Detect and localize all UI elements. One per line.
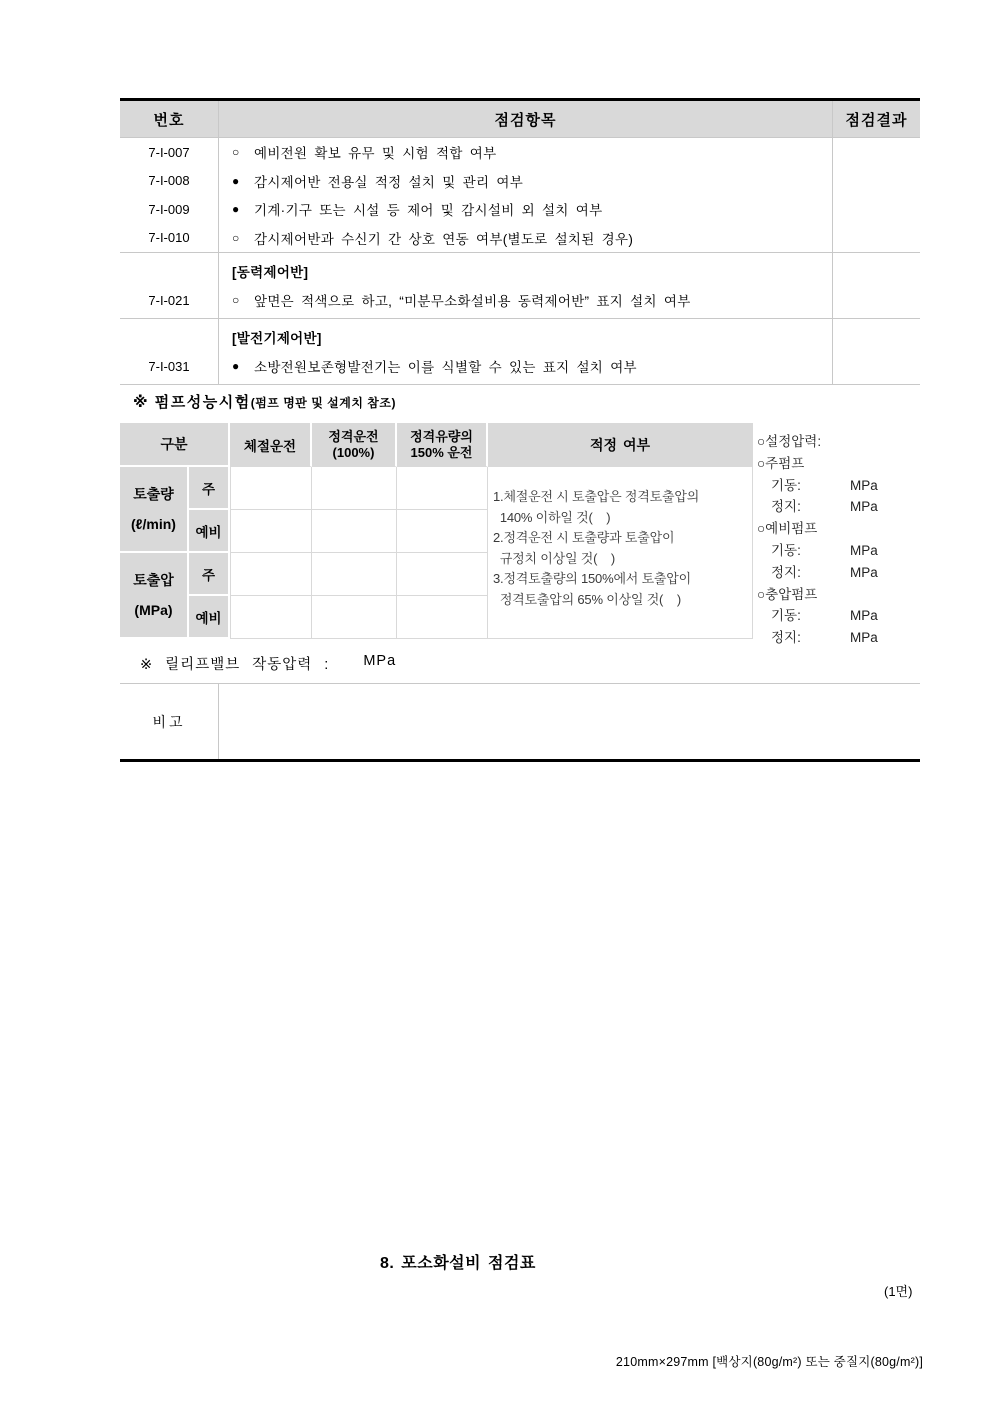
main-pump-start-line <box>757 475 937 497</box>
rated-line2: (100%) <box>332 444 375 460</box>
checklist-item <box>218 224 832 253</box>
filled-circle-bullet-icon: ● <box>232 173 240 188</box>
pump-col-category: 구분 <box>120 423 230 467</box>
jockey-pump-stop-line <box>757 627 937 649</box>
main-pump-stop-line <box>757 496 937 518</box>
item-code: 7-I-009 <box>148 201 190 217</box>
jockey-pump-start-line <box>757 605 937 627</box>
checklist-section-generator-control-panel <box>120 318 920 384</box>
criteria-line: 규정치 이상일 것( ) <box>493 550 616 566</box>
stop-label: 정지: <box>771 499 801 515</box>
checklist-row <box>120 167 920 196</box>
checklist-row <box>120 348 920 384</box>
flow150-line2: 150% 운전 <box>410 444 473 460</box>
row-label-main-pump: 주 <box>189 467 230 510</box>
empty-cell <box>120 319 218 348</box>
relief-valve-unit: MPa <box>363 653 397 669</box>
result-cell <box>832 138 920 167</box>
reserve-pump-label: ○예비펌프 <box>757 521 818 537</box>
flow-label: 토출량 <box>133 486 174 502</box>
checklist-header-row <box>120 101 920 138</box>
checklist-row <box>120 195 920 224</box>
item-text: 감시제어반과 수신기 간 상호 연동 여부(별도로 설치된 경우) <box>254 231 634 247</box>
column-header-result: 점검결과 <box>832 101 920 137</box>
remarks-label: 비고 <box>152 713 186 730</box>
section-subtitle-row <box>120 319 920 348</box>
unit-mpa: MPa <box>850 630 878 646</box>
relief-valve-line <box>140 653 396 674</box>
pressure-label: 토출압 <box>133 572 174 588</box>
criteria-line: 2.정격운전 시 토출량과 토출압이 <box>493 530 675 545</box>
column-header-number: 번호 <box>153 111 185 129</box>
criteria-line: 정격토출압의 65% 이상일 것( ) <box>493 591 681 607</box>
item-code: 7-I-007 <box>148 144 190 160</box>
test-value-cell <box>230 553 312 596</box>
item-text: 앞면은 적색으로 하고, “미분무소화설비용 동력제어반” 표지 설치 여부 <box>254 294 691 309</box>
checklist-section-monitoring <box>120 138 920 252</box>
set-pressure-label: ○설정압력: <box>757 434 822 449</box>
criteria-line: 1.체절운전 시 토출압은 정격토출압의 <box>493 489 700 504</box>
criteria-line: 3.정격토출량의 150%에서 토출압이 <box>493 571 692 586</box>
next-section-title: 8. 포소화설비 점검표 <box>380 1255 536 1272</box>
circle-bullet-icon: ○ <box>232 293 240 307</box>
adequacy-criteria-cell <box>488 467 753 639</box>
section-subtitle-row <box>120 253 920 282</box>
pump-col-adequacy: 적정 여부 <box>488 423 753 467</box>
item-text: 기계·기구 또는 시설 등 제어 및 감시설비 외 설치 여부 <box>254 203 603 219</box>
test-value-cell <box>397 467 488 510</box>
pump-test-table <box>120 423 753 639</box>
unit-mpa: MPa <box>850 542 878 558</box>
test-value-cell <box>397 553 488 596</box>
unit-mpa: MPa <box>850 477 878 493</box>
remarks-box <box>120 683 920 762</box>
checklist-section-power-control-panel <box>120 252 920 318</box>
checklist-row <box>120 282 920 318</box>
result-cell <box>832 319 920 348</box>
unit-mpa: MPa <box>850 564 878 580</box>
circle-bullet-icon: ○ <box>232 230 240 245</box>
result-cell <box>832 224 920 253</box>
result-cell <box>832 167 920 196</box>
pump-test-title-note: (펌프 명판 및 설계치 참조) <box>250 396 396 410</box>
inspection-checklist-table <box>120 98 920 385</box>
reserve-pump-stop-line <box>757 562 937 584</box>
flow-unit: (ℓ/min) <box>131 516 176 532</box>
checklist-item <box>218 167 832 196</box>
start-label: 기동: <box>771 608 801 624</box>
test-value-cell <box>397 596 488 639</box>
pressure-unit: (MPa) <box>134 602 173 618</box>
column-header-item: 점검항목 <box>218 101 832 137</box>
pump-col-rated <box>312 423 397 467</box>
test-value-cell <box>312 467 397 510</box>
result-cell <box>832 253 920 282</box>
row-label-discharge-flow <box>120 467 189 553</box>
start-label: 기동: <box>771 542 801 558</box>
rated-line1: 정격운전 <box>328 428 379 444</box>
pump-test-title: ※ 펌프성능시험 <box>133 394 251 411</box>
relief-valve-label: ※ 릴리프밸브 작동압력 : <box>140 657 330 673</box>
flow150-line1: 정격유량의 <box>410 428 473 444</box>
result-cell <box>832 348 920 384</box>
result-cell <box>832 282 920 318</box>
test-value-cell <box>230 596 312 639</box>
pump-test-heading <box>133 391 396 412</box>
test-value-cell <box>230 467 312 510</box>
section-subtitle: [동력제어반] <box>218 253 832 282</box>
checklist-row <box>120 224 920 253</box>
remarks-content <box>218 684 920 759</box>
filled-circle-bullet-icon: ● <box>232 202 240 217</box>
item-code: 7-I-010 <box>148 230 190 246</box>
row-label-main-pump: 주 <box>189 553 230 596</box>
item-code: 7-I-021 <box>148 292 190 308</box>
main-pump-label: ○주펌프 <box>757 455 805 471</box>
row-label-discharge-pressure <box>120 553 189 639</box>
section-subtitle: [발전기제어반] <box>218 319 832 348</box>
checklist-item <box>218 282 832 318</box>
test-value-cell <box>230 510 312 553</box>
jockey-pump-label: ○충압펌프 <box>757 586 818 602</box>
checklist-item <box>218 195 832 224</box>
criteria-line: 140% 이하일 것( ) <box>493 509 611 525</box>
test-value-cell <box>397 510 488 553</box>
item-text: 소방전원보존형발전기는 이를 식별할 수 있는 표지 설치 여부 <box>254 360 637 375</box>
set-pressure-notes <box>757 431 937 649</box>
test-value-cell <box>312 596 397 639</box>
paper-spec-note: 210mm×297mm [백상지(80g/m²) 또는 중질지(80g/m²)] <box>615 1355 923 1369</box>
checklist-row <box>120 138 920 167</box>
page-marker: (1면) <box>884 1284 913 1299</box>
row-label-reserve-pump: 예비 <box>189 510 230 553</box>
circle-bullet-icon: ○ <box>232 145 240 160</box>
item-code: 7-I-008 <box>148 173 190 189</box>
pump-col-shutoff: 체절운전 <box>230 423 312 467</box>
stop-label: 정지: <box>771 564 801 580</box>
filled-circle-bullet-icon: ● <box>232 359 240 373</box>
start-label: 기동: <box>771 477 801 493</box>
reserve-pump-start-line <box>757 540 937 562</box>
item-code: 7-I-031 <box>148 358 190 374</box>
checklist-item <box>218 138 832 167</box>
test-value-cell <box>312 553 397 596</box>
row-label-reserve-pump: 예비 <box>189 596 230 639</box>
item-text: 감시제어반 전용실 적정 설치 및 관리 여부 <box>254 174 524 190</box>
stop-label: 정지: <box>771 630 801 646</box>
unit-mpa: MPa <box>850 499 878 515</box>
empty-cell <box>120 253 218 282</box>
checklist-item <box>218 348 832 384</box>
item-text: 예비전원 확보 유무 및 시험 적합 여부 <box>254 146 497 162</box>
test-value-cell <box>312 510 397 553</box>
result-cell <box>832 195 920 224</box>
pump-col-flow150 <box>397 423 488 467</box>
unit-mpa: MPa <box>850 608 878 624</box>
